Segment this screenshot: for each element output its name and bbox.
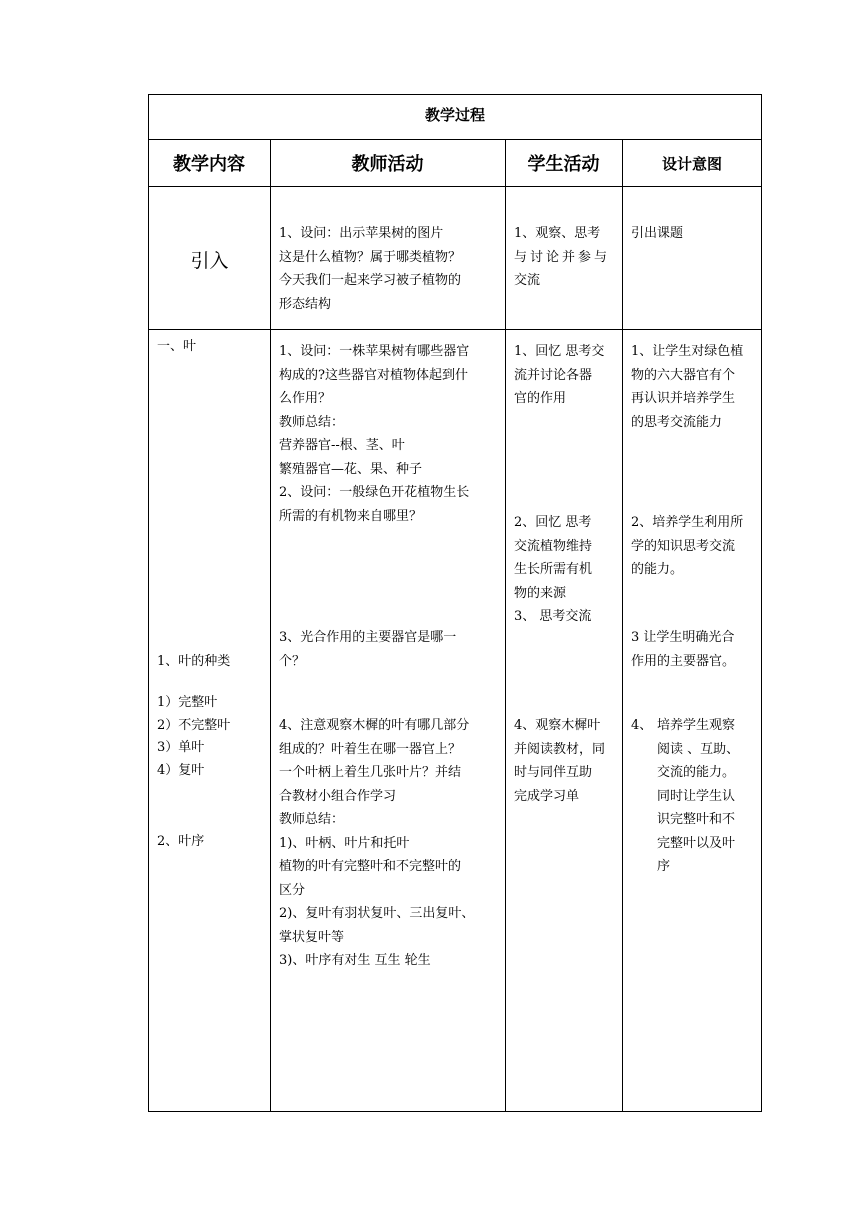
leaf-types-list [157,692,230,782]
text-line: 教师总结： [279,812,345,827]
design-block-3 [631,626,735,673]
text-line: 交流植物维持 [514,538,593,554]
text-line: 一个叶柄上着生几张叶片？并结 [279,765,462,780]
student-block-1 [514,340,604,411]
text-line: 的思考交流能力 [631,414,723,430]
text-line: 培养学生观察 [657,718,736,733]
column-divider-1 [270,139,271,1112]
header-row-divider [148,186,762,187]
text-line: 3、光合作用的主要器官是哪一 [279,630,457,645]
header-design: 设计意图 [661,155,722,173]
text-line: 2)、复叶有羽状复叶、三出复叶、 [279,906,475,921]
intro-label: 引入 [190,250,229,272]
text-line: 作用的主要器官。 [631,653,736,669]
text-line: 4、注意观察木樨的叶有哪几部分 [279,718,470,733]
text-line: 2、设问：一般绿色开花植物生长 [279,485,470,500]
text-line: 繁殖器官—花、果、种子 [279,461,423,477]
text-line: 2、回忆 思考 [514,515,592,530]
list-item: 2）不完整叶 [157,717,231,733]
leaf-types-heading: 1、叶的种类 [157,654,231,669]
text-line: 么作用？ [279,391,332,406]
text-line: 形态结构 [279,296,332,312]
text-line: 组成的？叶着生在哪一器官上？ [279,741,462,757]
title-row-divider [148,139,762,140]
header-teacher: 教师活动 [351,154,424,175]
text-line: 交流的能力。 [657,765,736,780]
text-line: 植物的叶有完整叶和不完整叶的 [279,859,462,874]
teacher-block-1 [279,340,469,528]
text-line: 区分 [279,882,306,898]
header-content: 教学内容 [173,154,245,175]
list-item: 3）单叶 [157,740,205,755]
text-line: 与讨论并参与 [514,249,611,265]
text-line: 3 让学生明确光合 [631,630,735,645]
text-line: 识完整叶和不 [657,812,736,827]
text-line: 引出课题 [631,226,684,241]
leaf-section-title: 一、叶 [157,339,197,354]
column-divider-2 [505,139,506,1112]
text-line: 构成的?这些器官对植物体起到什 [279,367,468,383]
text-line: 今天我们一起来学习被子植物的 [279,273,462,288]
teacher-block-2 [279,626,456,673]
text-line: 完成学习单 [514,788,580,804]
leaf-arrangement-heading: 2、叶序 [157,834,205,849]
text-line: 时与同伴互助 [514,765,593,780]
text-line: 同时让学生认 [657,788,736,804]
text-line: 阅读 、互助、 [657,741,740,757]
text-line: 营养器官--根、茎、叶 [279,438,405,453]
text-line: 这是什么植物？属于哪类植物？ [279,249,462,265]
text-line: 教师总结： [279,414,345,430]
text-line: 1、设问：一株苹果树有哪些器官 [279,344,470,359]
intro-design-cell [631,222,683,246]
text-line: 1、观察、思考 [514,226,601,241]
design-block-1 [631,340,743,434]
header-student: 学生活动 [527,154,600,175]
text-line: 物的来源 [514,585,567,601]
text-line: 完整叶以及叶 [657,835,736,851]
text-line: 掌状复叶等 [279,929,345,945]
text-line: 3、 思考交流 [514,609,592,624]
student-block-3 [514,714,605,808]
text-line: 2、培养学生利用所 [631,515,744,530]
intro-teacher-cell [279,222,461,316]
text-line: 所需的有机物来自哪里？ [279,508,423,524]
text-line: 学的知识思考交流 [631,538,736,554]
text-line: 序 [657,859,671,874]
table-title: 教学过程 [424,106,485,124]
text-line: 1)、叶柄、叶片和托叶 [279,835,410,851]
text-line: 个？ [279,653,306,669]
design-block-4 [657,714,739,879]
text-line: 官的作用 [514,391,567,406]
text-line: 4、观察木樨叶 [514,718,601,733]
text-line: 流并讨论各器 [514,367,593,383]
text-line: 并阅读教材，同 [514,741,606,757]
text-line: 合教材小组合作学习 [279,788,397,804]
column-divider-3 [622,139,623,1112]
text-line: 物的六大器官有个 [631,367,736,383]
intro-student-cell [514,222,610,293]
list-item: 1）完整叶 [157,695,218,710]
text-line: 的能力。 [631,562,684,577]
text-line: 1、回忆 思考交 [514,344,605,359]
design-block-2 [631,511,743,582]
text-line: 3)、叶序有对生 互生 轮生 [279,953,431,968]
text-line: 交流 [514,273,541,288]
intro-row-divider [148,329,762,330]
text-line: 生长所需有机 [514,562,593,577]
student-block-2 [514,511,592,629]
list-item: 4）复叶 [157,762,205,778]
text-line: 再认识并培养学生 [631,391,736,406]
teacher-block-3 [279,714,474,973]
text-line: 1、设问：出示苹果树的图片 [279,226,444,241]
design-block-4-number: 4、 [631,718,653,733]
text-line: 1、让学生对绿色植 [631,344,744,359]
